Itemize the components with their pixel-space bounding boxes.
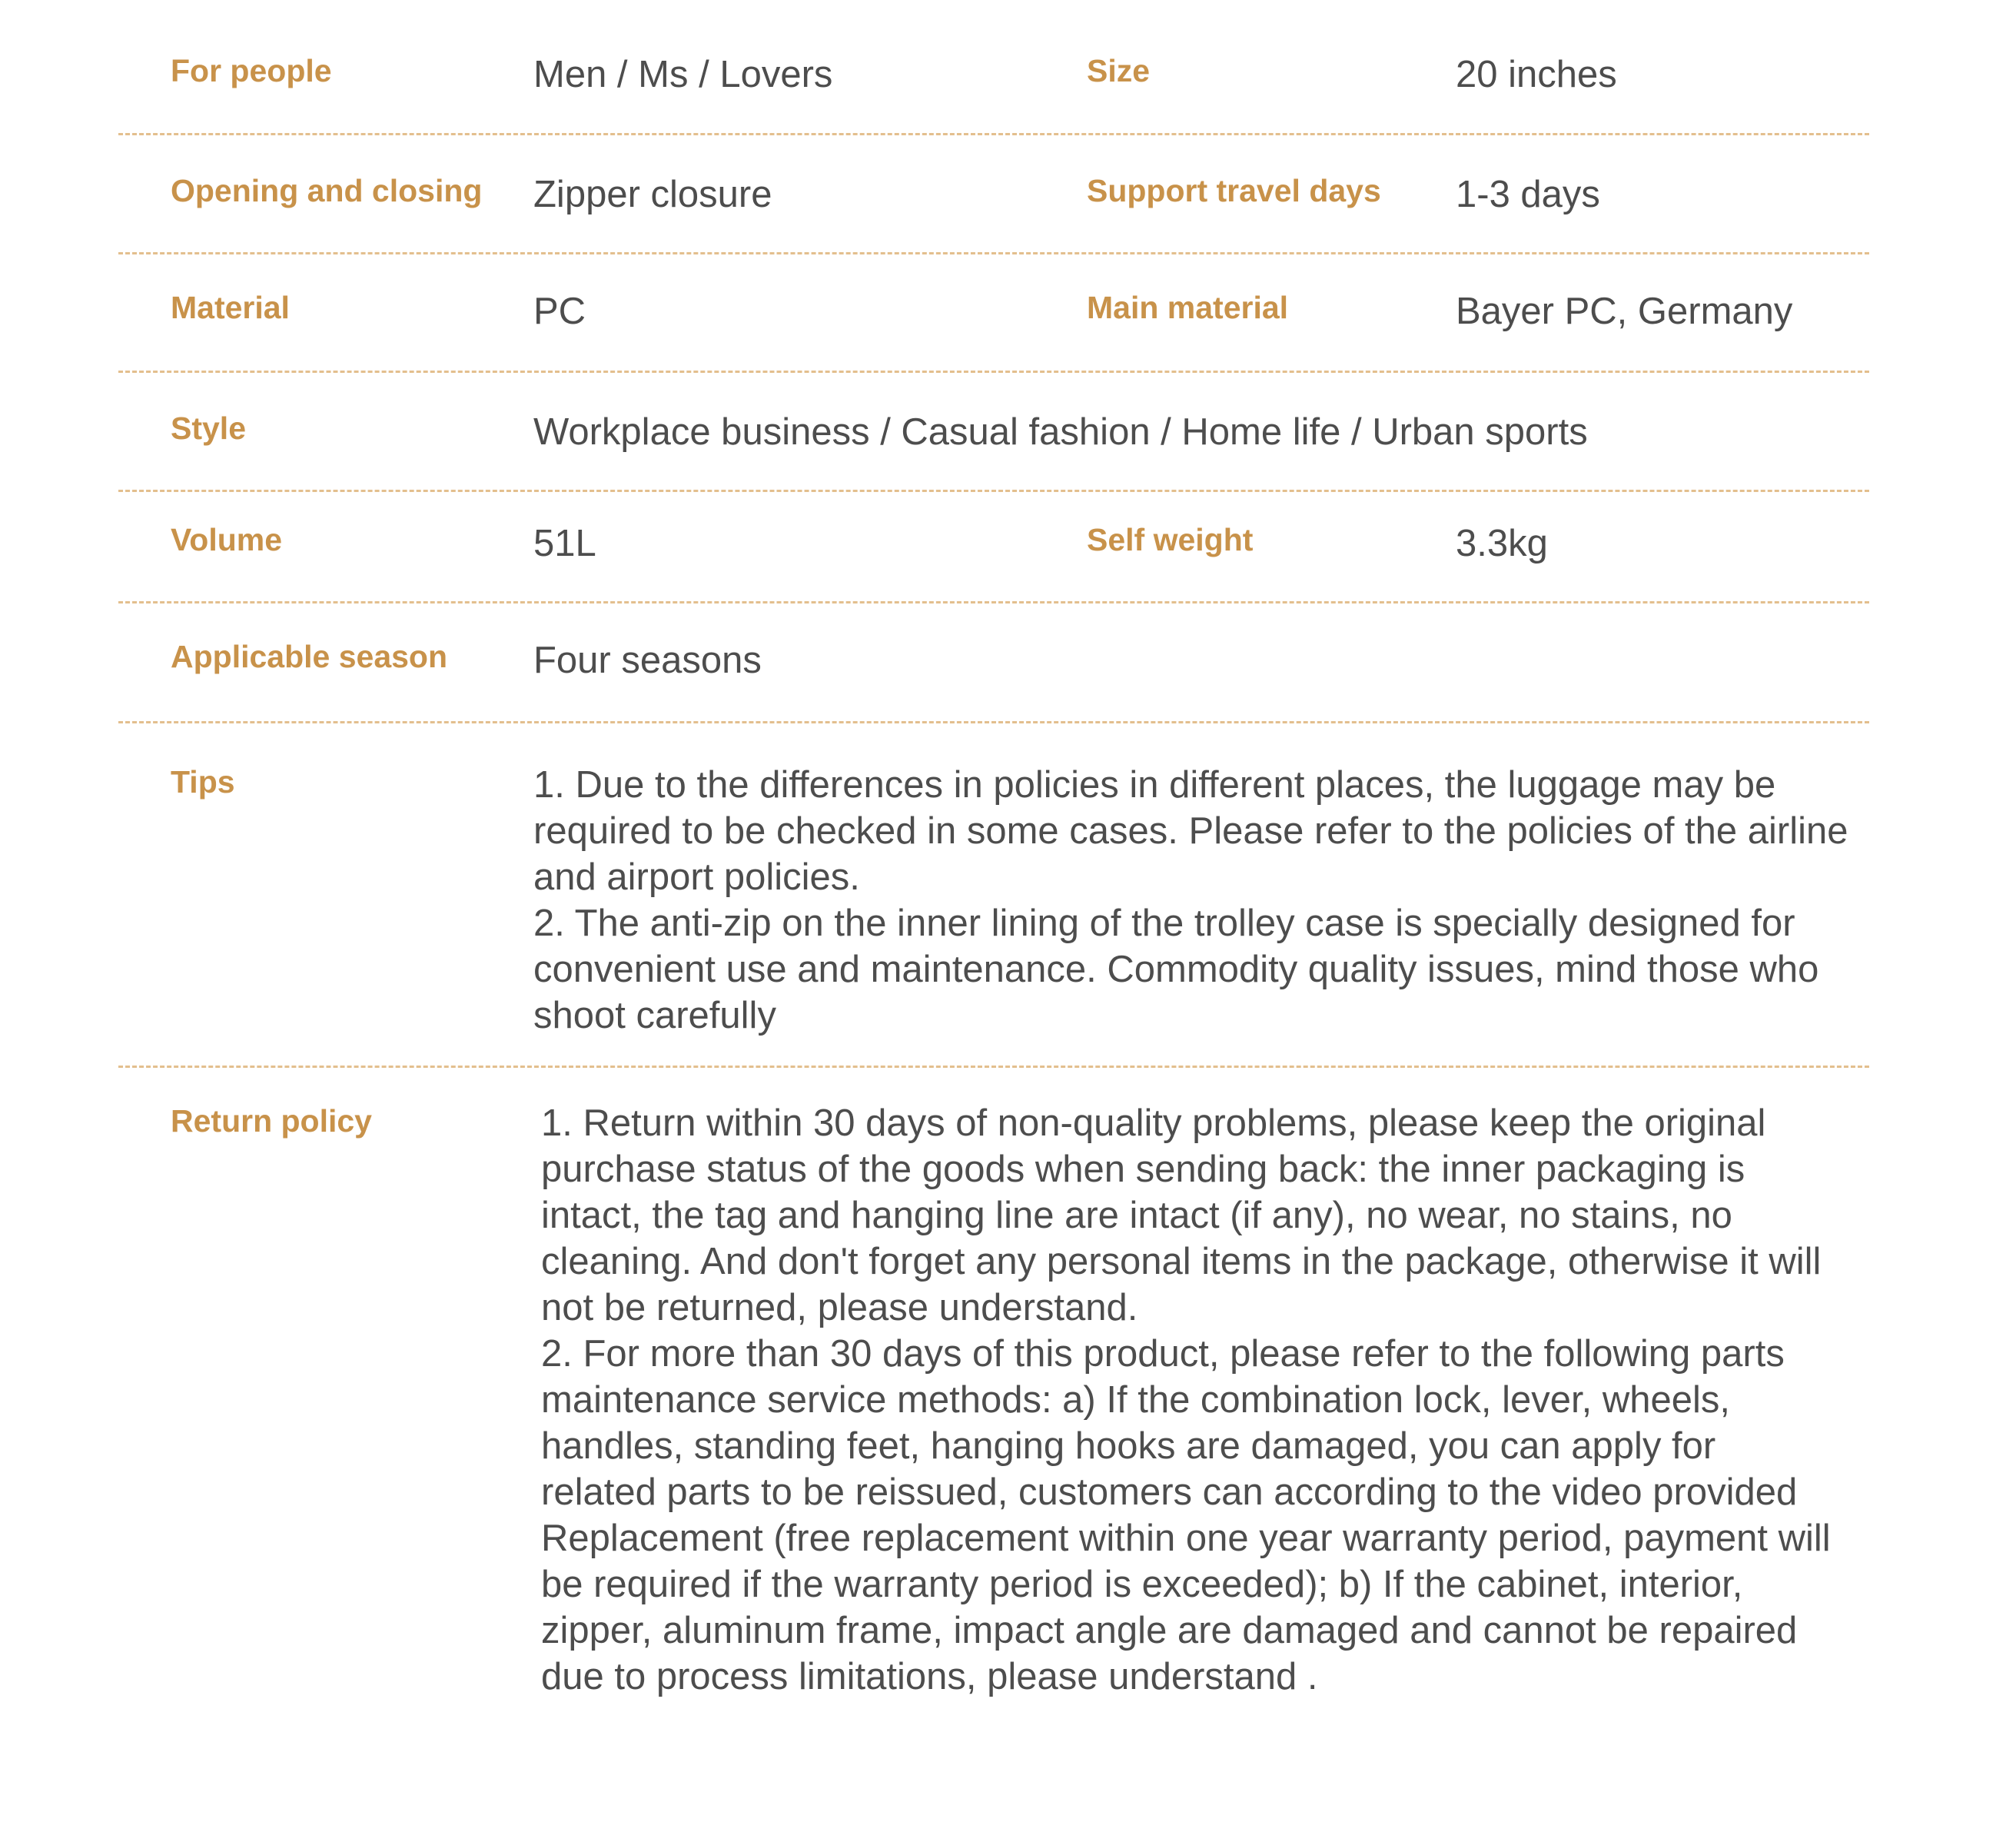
return-policy-item-1: 1. Return within 30 days of non-quality problems, please keep the original purchase status of the goods when sending back: the inner packaging is intact, the tag and hanging line are intact (if any), no wear, no stains, no cleaning. And don't forget any personal items in the package, otherwise it will not be returned, please understand. <box>541 1102 1822 1328</box>
tips-text <box>533 762 1878 1039</box>
spec-label-size: Size <box>1087 53 1151 88</box>
spec-row-season <box>118 603 1869 723</box>
spec-label-return-policy: Return policy <box>171 1103 372 1139</box>
spec-row-tips <box>118 723 1869 1068</box>
spec-row-opening-travel <box>118 135 1869 254</box>
spec-label-style: Style <box>171 411 246 446</box>
spec-value-for-people: Men / Ms / Lovers <box>533 54 833 95</box>
spec-row-style <box>118 373 1869 492</box>
spec-label-season: Applicable season <box>171 639 448 674</box>
spec-row-volume-weight <box>118 492 1869 603</box>
spec-row-return-policy <box>118 1068 1869 1821</box>
spec-value-season: Four seasons <box>533 640 762 681</box>
return-policy-item-2: 2. For more than 30 days of this product, please refer to the following parts maintenance service methods: a) If the combination lock, lever, wheels, handles, standing feet, hanging hooks are damaged, you can apply for related parts to be reissued, customers can according to the video provided Replacement (free replacement within one year warranty period, payment will be required if the warranty period is exceeded); b) If the cabinet, interior, zipper, aluminum frame, impact angle are damaged and cannot be repaired due to process limitations, please understand . <box>541 1333 1831 1697</box>
spec-label-self-weight: Self weight <box>1087 522 1254 557</box>
spec-label-for-people: For people <box>171 53 332 88</box>
spec-label-tips: Tips <box>171 764 235 800</box>
return-policy-text <box>541 1100 1840 1700</box>
spec-value-self-weight: 3.3kg <box>1456 523 1548 564</box>
spec-value-travel-days: 1-3 days <box>1456 174 1600 215</box>
spec-label-travel-days: Support travel days <box>1087 173 1381 208</box>
spec-label-volume: Volume <box>171 522 283 557</box>
spec-row-people-size <box>118 0 1869 135</box>
product-spec-table <box>118 0 1869 1821</box>
spec-value-material: PC <box>533 291 586 332</box>
spec-label-opening: Opening and closing <box>171 173 483 208</box>
spec-value-opening: Zipper closure <box>533 174 772 215</box>
spec-row-material <box>118 254 1869 373</box>
spec-value-volume: 51L <box>533 523 596 564</box>
spec-value-style: Workplace business / Casual fashion / Home life / Urban sports <box>533 411 1588 453</box>
tips-item-2: 2. The anti-zip on the inner lining of the trolley case is specially designed for convenient use and maintenance. Commodity quality issues, mind those who shoot carefully <box>533 903 1819 1036</box>
tips-item-1: 1. Due to the differences in policies in different places, the luggage may be required to be checked in some cases. Please refer to the policies of the airline and airport policies. <box>533 764 1848 898</box>
spec-value-main-material: Bayer PC, Germany <box>1456 291 1793 332</box>
spec-label-main-material: Main material <box>1087 290 1289 325</box>
spec-value-size: 20 inches <box>1456 54 1617 95</box>
spec-label-material: Material <box>171 290 290 325</box>
